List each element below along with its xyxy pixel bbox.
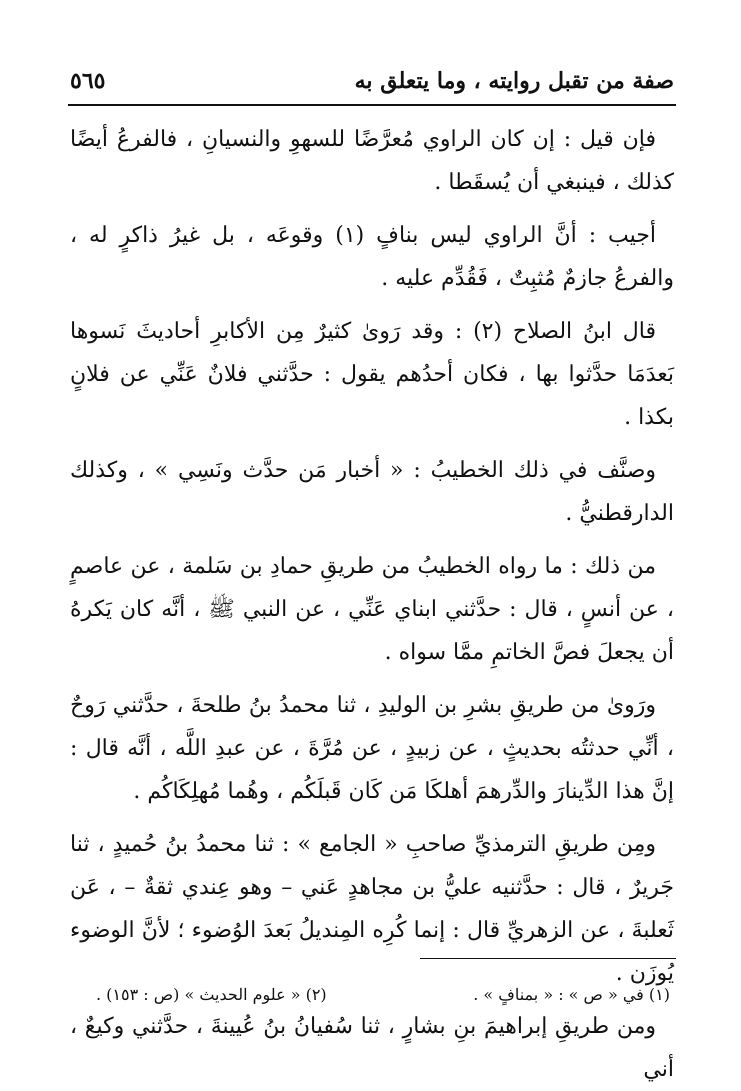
header-divider bbox=[68, 104, 676, 106]
paragraph: ومِن طريقِ الترمذيِّ صاحبِ « الجامع » : ثنا محمدُ بنُ حُميدٍ ، ثنا جَريرٌ ، قال : حدَّثنيه عليُّ بن مجاهدٍ عَني – وهو عِندي ثقةٌ – ، عَن ثَعلبةَ ، عن الزهريِّ قال : إنما كُرِه المِنديلُ بَعدَ الوُضوء ؛ لأنَّ الوضوء يُوزَن . bbox=[70, 832, 674, 986]
footnote-2: (٢) « علوم الحديث » (ص : ١٥٣) . bbox=[96, 985, 327, 1004]
footnotes bbox=[96, 985, 670, 1004]
page-body bbox=[70, 118, 674, 1091]
paragraph: من ذلك : ما رواه الخطيبُ من طريقِ حمادِ بن سَلمة ، عن عاصمٍ ، عن أنسٍ ، قال : حدَّثني ابناي عَنِّي ، عن النبي ﷺ ، أنَّه كان يَكرهُ أن يجعلَ فصَّ الخاتمِ ممَّا سواه . bbox=[70, 554, 674, 665]
page-number: ٥٦٥ bbox=[70, 68, 106, 94]
paragraph: فإن قيل : إن كان الراوي مُعرَّضًا للسهوِ والنسيانِ ، فالفرعُ أيضًا كذلك ، فينبغي أن يُسقَطا . bbox=[70, 127, 674, 195]
running-title: صفة من تقبل روايته ، وما يتعلق به bbox=[354, 68, 674, 94]
paragraph: قال ابنُ الصلاح (٢) : وقد رَوىٰ كثيرٌ مِن الأكابرِ أحاديثَ نَسوها بَعدَمَا حدَّثوا بها ، فكان أحدُهم يقول : حدَّثني فلانٌ عَنِّي عن فلانٍ بكذا . bbox=[70, 319, 674, 430]
paragraph: ورَوىٰ من طريقِ بشرِ بن الوليدِ ، ثنا محمدُ بنُ طلحةَ ، حدَّثني رَوحٌ ، أنِّي حدثتُه بحديثٍ ، عن زبيدٍ ، عن مُرَّةَ ، عن عبدِ اللَّه ، أنَّه قال : إنَّ هذا الدِّينارَ والدِّرهمَ أهلكَا مَن كَان قَبلَكُم ، وهُما مُهلِكَاكُم . bbox=[70, 693, 674, 804]
paragraph: ومن طريقِ إبراهيمَ بنِ بشارٍ ، ثنا سُفيانُ بنُ عُيينةَ ، حدَّثني وكيعٌ ، أني bbox=[70, 1014, 674, 1082]
paragraph: وصنَّف في ذلك الخطيبُ : « أخبار مَن حدَّث ونَسِي » ، وكذلك الدارقطنيُّ . bbox=[70, 458, 674, 526]
footnote-divider bbox=[420, 958, 676, 959]
paragraph: أجيب : أنَّ الراوي ليس بنافٍ (١) وقوعَه ، بل غيرُ ذاكرٍ له ، والفرعُ جازمٌ مُثبِتٌ ، فَقُدِّم عليه . bbox=[70, 223, 674, 291]
page-header bbox=[70, 60, 674, 102]
footnote-1: (١) في « ص » : « بمنافٍ » . bbox=[473, 985, 670, 1004]
